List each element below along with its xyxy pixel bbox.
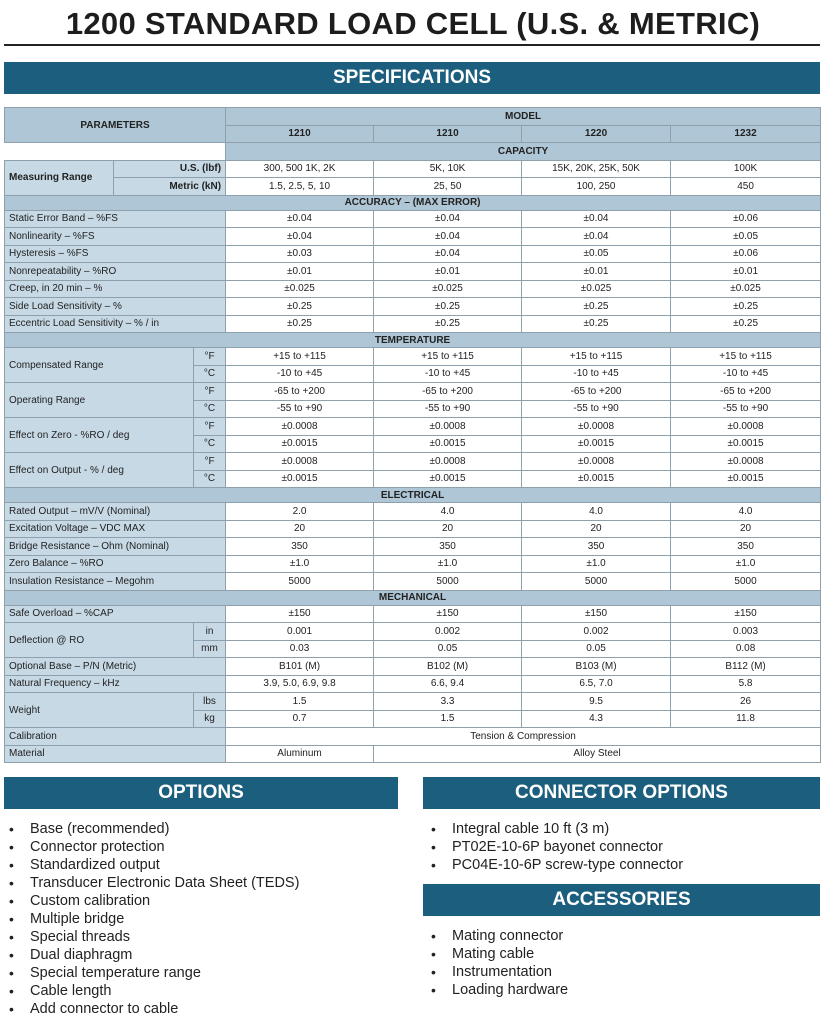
parameter-value: ±0.0008	[522, 418, 671, 436]
parameter-label: Creep, in 20 min – %	[5, 280, 226, 298]
parameter-value: 350	[226, 538, 374, 556]
parameter-label: Material	[5, 745, 226, 763]
table-row	[5, 245, 821, 263]
parameter-value: ±0.25	[671, 315, 821, 333]
parameter-value: ±0.25	[226, 298, 374, 316]
parameter-value: 20	[522, 520, 671, 538]
parameter-value: ±0.25	[226, 315, 374, 333]
parameter-value: ±0.04	[374, 210, 522, 228]
table-row	[5, 555, 821, 573]
parameter-label: Effect on Output - % / deg	[5, 453, 194, 488]
table-row	[5, 228, 821, 246]
electrical-section-header: ELECTRICAL	[5, 488, 821, 503]
parameter-label: Bridge Resistance – Ohm (Nominal)	[5, 538, 226, 556]
table-row	[5, 348, 821, 366]
table-row	[5, 538, 821, 556]
list-item: • Loading hardware	[426, 981, 568, 999]
parameter-value: 350	[374, 538, 522, 556]
parameter-value: -55 to +90	[671, 400, 821, 418]
parameter-value: -55 to +90	[226, 400, 374, 418]
unit-label: °F	[194, 453, 226, 471]
model-number: 1232	[671, 125, 821, 143]
parameter-value: ±0.025	[671, 280, 821, 298]
parameter-value: ±0.025	[226, 280, 374, 298]
model-number: 1210	[226, 125, 374, 143]
parameter-value: 20	[671, 520, 821, 538]
unit-label: °C	[194, 470, 226, 488]
parameter-value: 0.001	[226, 623, 374, 641]
parameter-value: ±0.01	[226, 263, 374, 281]
capacity-value: 100, 250	[522, 178, 671, 196]
parameter-value: 3.3	[374, 693, 522, 711]
metric-unit-label: Metric (kN)	[114, 178, 226, 196]
parameter-value: 5000	[374, 573, 522, 591]
parameter-value: +15 to +115	[226, 348, 374, 366]
parameter-value: 0.08	[671, 640, 821, 658]
table-row	[5, 728, 821, 746]
capacity-value: 1.5, 2.5, 5, 10	[226, 178, 374, 196]
parameter-value: -55 to +90	[374, 400, 522, 418]
parameter-value: 1.5	[226, 693, 374, 711]
table-row	[5, 160, 821, 178]
parameter-value: B101 (M)	[226, 658, 374, 676]
list-item: • Special threads	[4, 928, 299, 946]
parameter-value: B112 (M)	[671, 658, 821, 676]
parameter-value: ±150	[522, 605, 671, 623]
table-row	[5, 280, 821, 298]
parameter-label: Rated Output – mV/V (Nominal)	[5, 503, 226, 521]
parameter-value: 0.05	[522, 640, 671, 658]
table-row	[5, 693, 821, 711]
unit-label: °C	[194, 435, 226, 453]
parameter-label: Deflection @ RO	[5, 623, 194, 658]
parameter-value: -55 to +90	[522, 400, 671, 418]
parameter-value: ±0.01	[374, 263, 522, 281]
parameter-value: 5.8	[671, 675, 821, 693]
parameter-value: 0.003	[671, 623, 821, 641]
temperature-section-header: TEMPERATURE	[5, 333, 821, 348]
parameter-value: ±0.0008	[374, 418, 522, 436]
table-row	[5, 590, 821, 605]
table-row	[5, 745, 821, 763]
parameter-value: ±0.0015	[226, 470, 374, 488]
us-unit-label: U.S. (lbf)	[114, 160, 226, 178]
parameter-value: -65 to +200	[671, 383, 821, 401]
parameter-value: B103 (M)	[522, 658, 671, 676]
material-value: Aluminum	[226, 745, 374, 763]
capacity-value: 100K	[671, 160, 821, 178]
parameter-label: Hysteresis – %FS	[5, 245, 226, 263]
table-row	[5, 573, 821, 591]
parameter-value: ±0.0015	[374, 435, 522, 453]
parameter-value: ±0.01	[522, 263, 671, 281]
unit-label: °F	[194, 348, 226, 366]
specifications-banner: SPECIFICATIONS	[4, 62, 820, 94]
material-value: Alloy Steel	[374, 745, 821, 763]
parameter-value: 0.05	[374, 640, 522, 658]
parameter-value: ±0.25	[671, 298, 821, 316]
table-row	[5, 623, 821, 641]
table-row	[5, 333, 821, 348]
table-row	[5, 195, 821, 210]
table-row	[5, 143, 821, 161]
parameter-value: -65 to +200	[374, 383, 522, 401]
parameter-value: ±150	[671, 605, 821, 623]
parameter-value: ±0.04	[522, 228, 671, 246]
parameter-value: ±0.04	[374, 228, 522, 246]
parameter-value: ±0.0015	[671, 470, 821, 488]
parameter-value: ±1.0	[671, 555, 821, 573]
parameter-value: ±0.0008	[226, 453, 374, 471]
parameter-value: 0.002	[522, 623, 671, 641]
capacity-value: 450	[671, 178, 821, 196]
page-title: 1200 STANDARD LOAD CELL (U.S. & METRIC)	[65, 6, 761, 41]
parameter-value: ±0.25	[374, 298, 522, 316]
specifications-table	[4, 107, 821, 763]
parameter-value: ±0.0008	[671, 418, 821, 436]
parameter-value: 4.0	[522, 503, 671, 521]
parameter-value: -65 to +200	[226, 383, 374, 401]
parameter-value: ±0.0015	[671, 435, 821, 453]
parameter-value: 20	[374, 520, 522, 538]
list-item: • PT02E-10-6P bayonet connector	[426, 838, 683, 856]
mechanical-section-header: MECHANICAL	[5, 590, 821, 605]
capacity-value: 5K, 10K	[374, 160, 522, 178]
capacity-value: 25, 50	[374, 178, 522, 196]
options-list	[4, 820, 299, 1018]
list-item: • Standardized output	[4, 856, 299, 874]
parameter-value: +15 to +115	[671, 348, 821, 366]
capacity-value: 15K, 20K, 25K, 50K	[522, 160, 671, 178]
parameter-label: Natural Frequency – kHz	[5, 675, 226, 693]
parameter-value: ±0.04	[226, 228, 374, 246]
parameter-value: 5000	[522, 573, 671, 591]
list-item: • Cable length	[4, 982, 299, 1000]
table-row	[5, 503, 821, 521]
parameter-value: 26	[671, 693, 821, 711]
list-item: • Transducer Electronic Data Sheet (TEDS)	[4, 874, 299, 892]
parameter-value: 6.5, 7.0	[522, 675, 671, 693]
parameter-label: Excitation Voltage – VDC MAX	[5, 520, 226, 538]
parameter-value: ±0.0008	[671, 453, 821, 471]
parameter-value: ±0.0015	[374, 470, 522, 488]
unit-label: °C	[194, 400, 226, 418]
parameter-label: Nonlinearity – %FS	[5, 228, 226, 246]
table-row	[5, 298, 821, 316]
parameter-value: 4.3	[522, 710, 671, 728]
parameter-value: +15 to +115	[522, 348, 671, 366]
title-underline	[4, 44, 820, 46]
model-number: 1210	[374, 125, 522, 143]
connector-options-banner: CONNECTOR OPTIONS	[423, 777, 820, 809]
parameter-value: ±0.06	[671, 245, 821, 263]
connector-options-list	[426, 820, 683, 874]
parameter-value: 2.0	[226, 503, 374, 521]
parameter-value: 20	[226, 520, 374, 538]
table-row	[5, 315, 821, 333]
parameter-value: ±0.04	[374, 245, 522, 263]
parameter-label: Effect on Zero - %RO / deg	[5, 418, 194, 453]
blank-cell	[5, 143, 226, 161]
parameter-value: ±0.0015	[522, 435, 671, 453]
table-row	[5, 178, 821, 196]
parameter-value: ±0.25	[522, 315, 671, 333]
list-item: • Base (recommended)	[4, 820, 299, 838]
calibration-value: Tension & Compression	[226, 728, 821, 746]
parameter-value: ±1.0	[522, 555, 671, 573]
list-item: • Dual diaphragm	[4, 946, 299, 964]
list-item: • Instrumentation	[426, 963, 568, 981]
parameter-value: +15 to +115	[374, 348, 522, 366]
unit-label: lbs	[194, 693, 226, 711]
accessories-banner: ACCESSORIES	[423, 884, 820, 916]
parameter-value: 5000	[226, 573, 374, 591]
parameter-value: ±0.0008	[226, 418, 374, 436]
table-row	[5, 453, 821, 471]
parameter-value: 1.5	[374, 710, 522, 728]
parameter-value: 4.0	[374, 503, 522, 521]
parameter-value: ±150	[226, 605, 374, 623]
parameter-value: 350	[671, 538, 821, 556]
parameter-label: Insulation Resistance – Megohm	[5, 573, 226, 591]
list-item: • Add connector to cable	[4, 1000, 299, 1018]
table-row	[5, 520, 821, 538]
parameter-value: ±1.0	[226, 555, 374, 573]
model-number: 1220	[522, 125, 671, 143]
parameter-value: ±0.0015	[522, 470, 671, 488]
parameter-value: ±0.0015	[226, 435, 374, 453]
parameter-value: -10 to +45	[522, 365, 671, 383]
list-item: • Mating connector	[426, 927, 568, 945]
table-row	[5, 108, 821, 126]
parameter-value: -10 to +45	[374, 365, 522, 383]
parameter-value: ±0.05	[522, 245, 671, 263]
parameter-value: ±0.04	[522, 210, 671, 228]
options-banner: OPTIONS	[4, 777, 398, 809]
table-row	[5, 383, 821, 401]
accuracy-section-header: ACCURACY – (MAX ERROR)	[5, 195, 821, 210]
parameter-value: 5000	[671, 573, 821, 591]
table-row	[5, 263, 821, 281]
parameter-value: ±0.04	[226, 210, 374, 228]
capacity-header: CAPACITY	[226, 143, 821, 161]
parameter-value: 0.03	[226, 640, 374, 658]
parameter-value: ±0.0008	[374, 453, 522, 471]
parameter-label: Operating Range	[5, 383, 194, 418]
list-item: • Custom calibration	[4, 892, 299, 910]
parameter-value: ±0.03	[226, 245, 374, 263]
parameter-value: 350	[522, 538, 671, 556]
parameter-value: ±0.025	[522, 280, 671, 298]
list-item: • PC04E-10-6P screw-type connector	[426, 856, 683, 874]
list-item: • Special temperature range	[4, 964, 299, 982]
parameter-value: 9.5	[522, 693, 671, 711]
parameter-label: Optional Base – P/N (Metric)	[5, 658, 226, 676]
parameter-value: 11.8	[671, 710, 821, 728]
parameter-value: ±0.25	[374, 315, 522, 333]
parameter-value: -10 to +45	[226, 365, 374, 383]
table-row	[5, 675, 821, 693]
parameters-header: PARAMETERS	[5, 108, 226, 143]
parameter-value: ±1.0	[374, 555, 522, 573]
parameter-value: ±0.06	[671, 210, 821, 228]
unit-label: °C	[194, 365, 226, 383]
table-row	[5, 605, 821, 623]
list-item: • Integral cable 10 ft (3 m)	[426, 820, 683, 838]
list-item: • Connector protection	[4, 838, 299, 856]
parameter-value: -10 to +45	[671, 365, 821, 383]
parameter-label: Compensated Range	[5, 348, 194, 383]
table-row	[5, 418, 821, 436]
parameter-value: ±0.25	[522, 298, 671, 316]
parameter-value: ±0.01	[671, 263, 821, 281]
parameter-value: ±0.0008	[522, 453, 671, 471]
parameter-value: 0.7	[226, 710, 374, 728]
parameter-label: Calibration	[5, 728, 226, 746]
table-row	[5, 488, 821, 503]
unit-label: °F	[194, 418, 226, 436]
parameter-value: 3.9, 5.0, 6.9, 9.8	[226, 675, 374, 693]
capacity-value: 300, 500 1K, 2K	[226, 160, 374, 178]
parameter-value: ±150	[374, 605, 522, 623]
parameter-label: Eccentric Load Sensitivity – % / in	[5, 315, 226, 333]
unit-label: mm	[194, 640, 226, 658]
parameter-value: 6.6, 9.4	[374, 675, 522, 693]
accessories-list	[426, 927, 568, 999]
table-row	[5, 210, 821, 228]
parameter-label: Zero Balance – %RO	[5, 555, 226, 573]
parameter-value: ±0.05	[671, 228, 821, 246]
unit-label: in	[194, 623, 226, 641]
parameter-value: B102 (M)	[374, 658, 522, 676]
parameter-label: Weight	[5, 693, 194, 728]
list-item: • Multiple bridge	[4, 910, 299, 928]
parameter-value: 0.002	[374, 623, 522, 641]
parameter-label: Static Error Band – %FS	[5, 210, 226, 228]
table-row	[5, 658, 821, 676]
parameter-label: Safe Overload – %CAP	[5, 605, 226, 623]
model-header: MODEL	[226, 108, 821, 126]
parameter-value: -65 to +200	[522, 383, 671, 401]
unit-label: °F	[194, 383, 226, 401]
measuring-range-label: Measuring Range	[5, 160, 114, 195]
list-item: • Mating cable	[426, 945, 568, 963]
parameter-value: 4.0	[671, 503, 821, 521]
parameter-value: ±0.025	[374, 280, 522, 298]
unit-label: kg	[194, 710, 226, 728]
parameter-label: Side Load Sensitivity – %	[5, 298, 226, 316]
parameter-label: Nonrepeatability – %RO	[5, 263, 226, 281]
